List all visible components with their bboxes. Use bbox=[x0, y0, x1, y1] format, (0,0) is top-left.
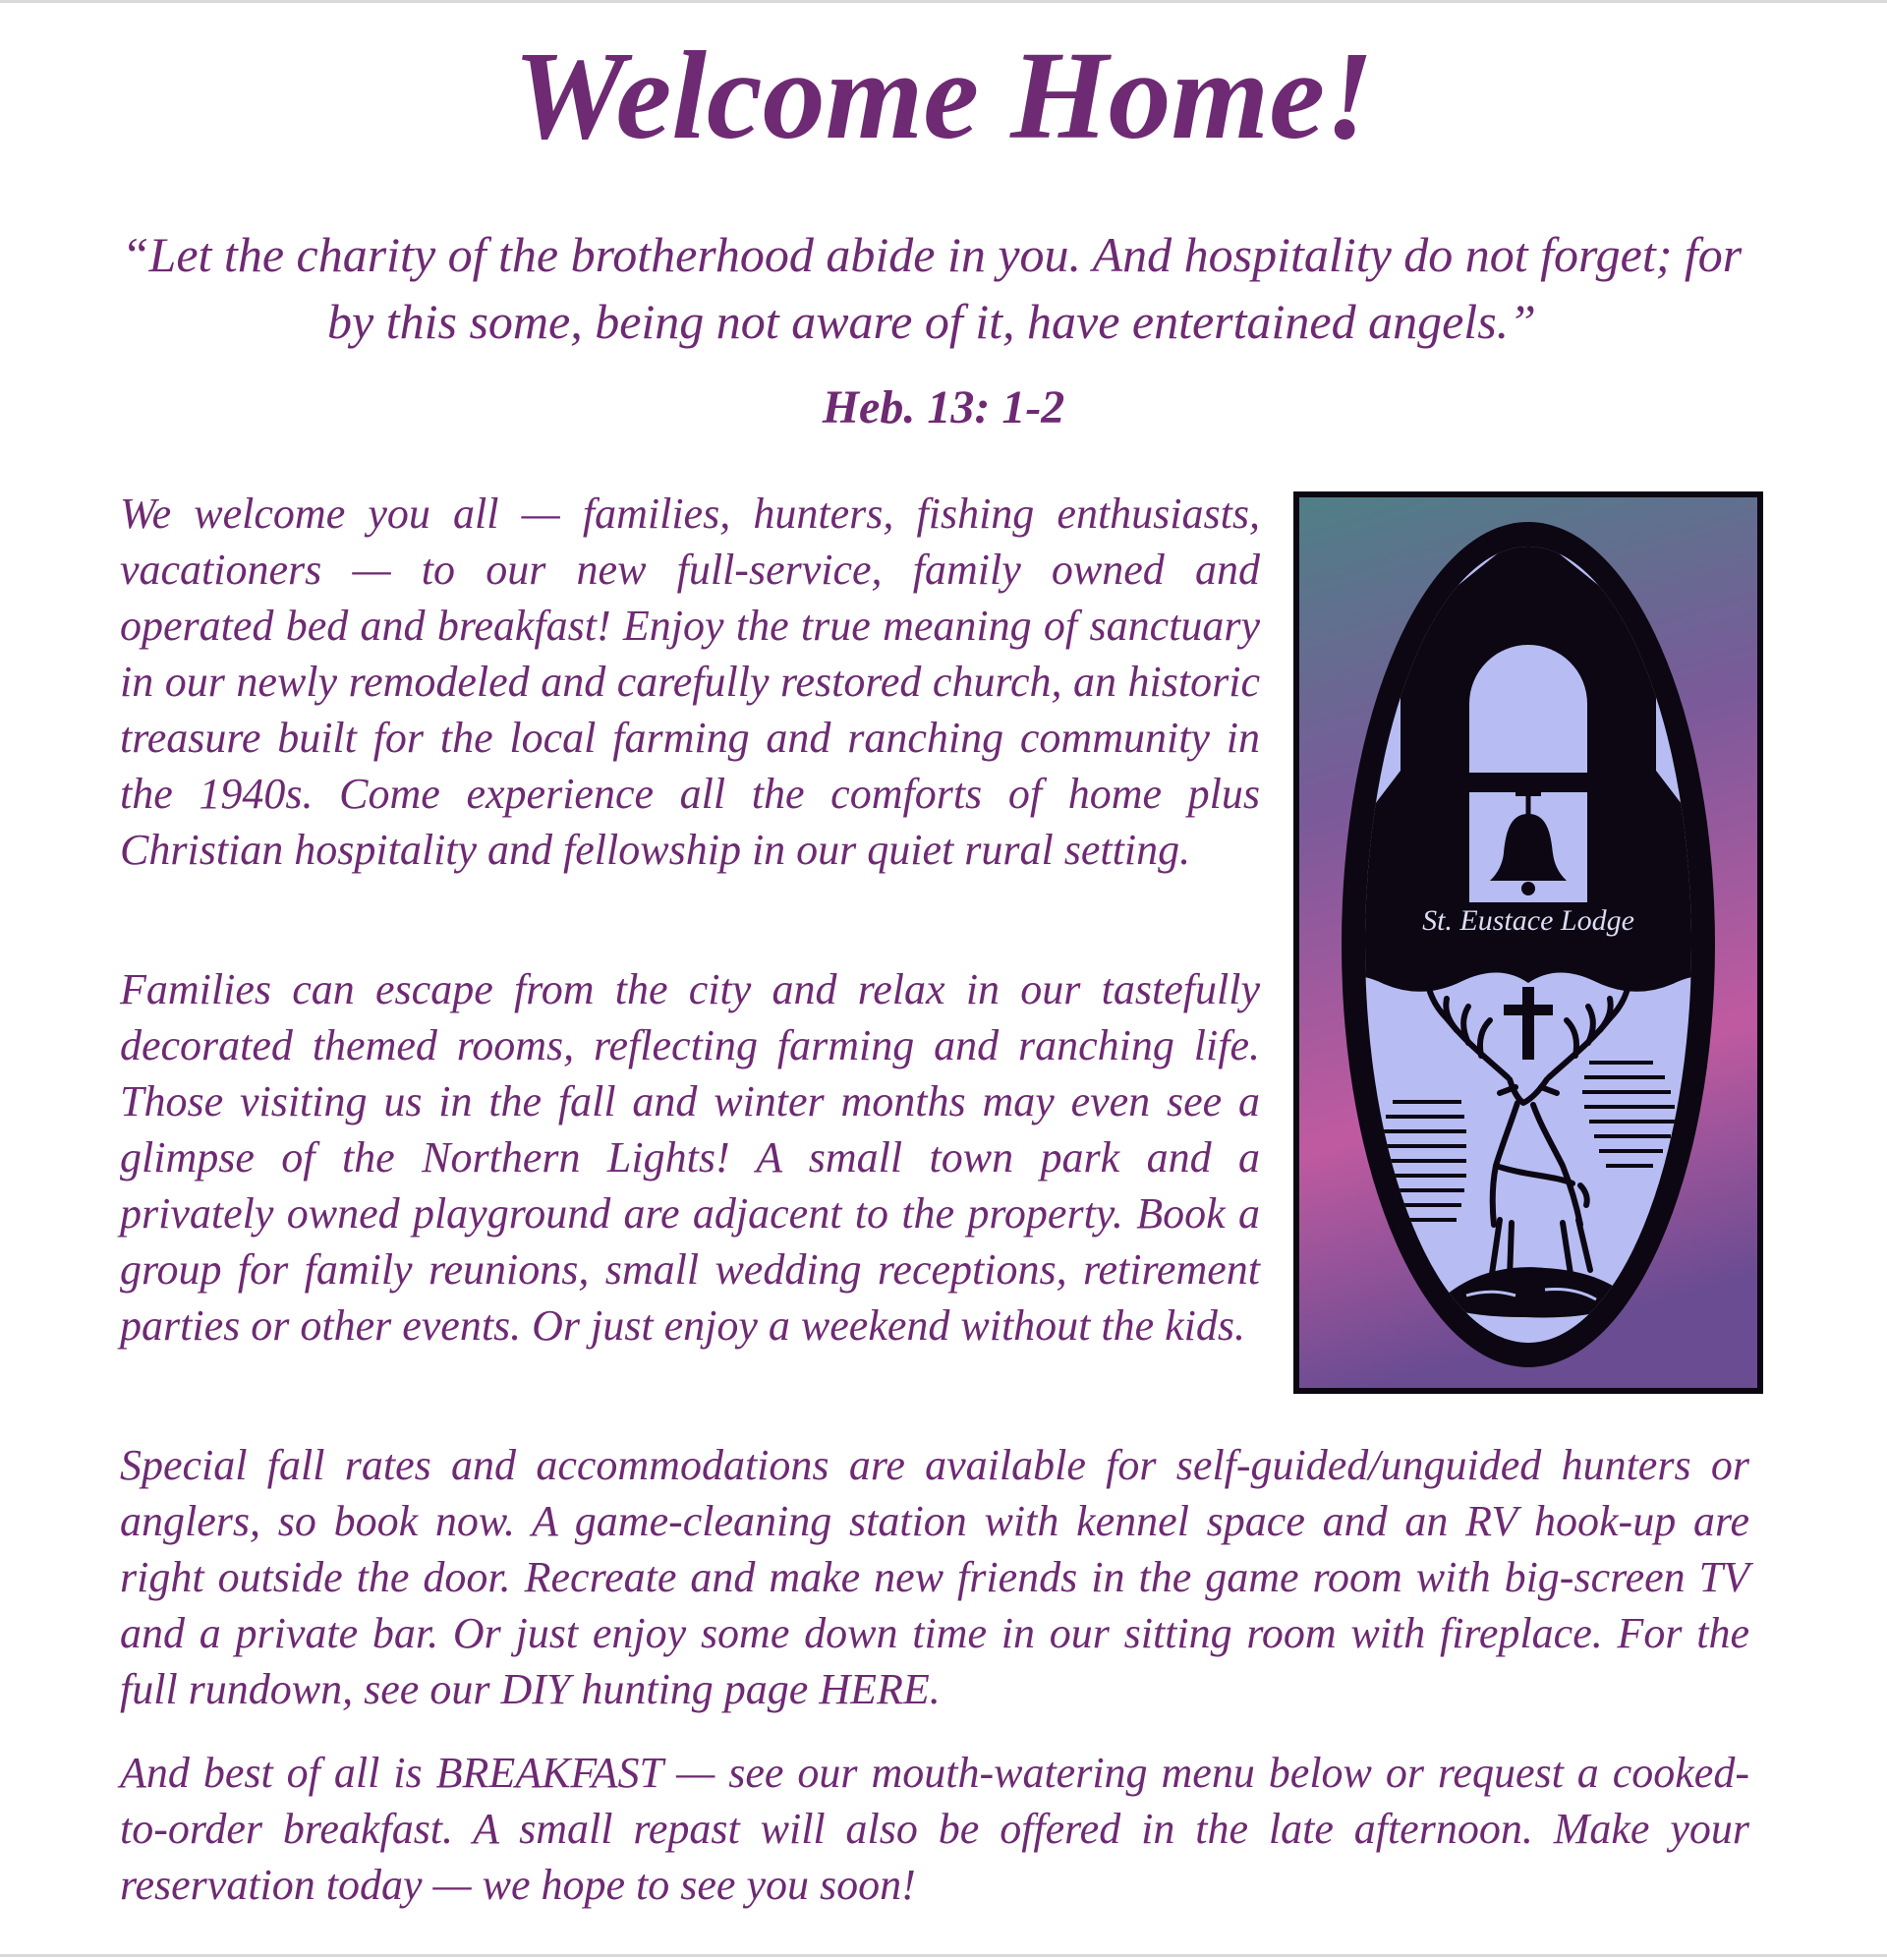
lodge-logo-label: St. Eustace Lodge bbox=[1422, 904, 1634, 937]
hunters-paragraph: Special fall rates and accommodations are available for self-guided/unguided hunters or anglers, so book now. A game-cleaning station with kennel space and an RV hook-up are right outside the door. Recreate and make new friends in the game room with big-screen TV and a private bar. Or just enjoy some down time in our sitting room with fireplace. For the full rundown, see our DIY hunting page HERE. bbox=[120, 1441, 1749, 1713]
page-title: Welcome Home! bbox=[513, 26, 1374, 165]
intro-paragraph: We welcome you all — families, hunters, fishing enthusiasts, vacationers — to our new full-service, family owned and operated bed and breakfast! Enjoy the true meaning of sanctuary in our newly remodeled and carefully restored church, an historic treasure built for the local farming and ranching community in the 1940s. Come experience all the comforts of home plus Christian hospitality and fellowship in our quiet rural setting. bbox=[120, 490, 1260, 874]
top-divider bbox=[0, 0, 1887, 3]
scripture-quote: “Let the charity of the brotherhood abide in you. And hospitality do not forget; for by this some, being not aware of it, have entertained angels.” bbox=[121, 227, 1743, 349]
scripture-reference: Heb. 13: 1-2 bbox=[822, 381, 1065, 433]
families-paragraph: Families can escape from the city and relax in our tastefully decorated themed rooms, reflecting farming and ranching life. Those visiting us in the fall and winter months may even see a glimpse of the Northern Lights! A small town park and a privately owned playground are adjacent to the property. Book a group for family reunions, small wedding receptions, retirement parties or other events. Or just enjoy a weekend without the kids. bbox=[120, 965, 1260, 1350]
breakfast-paragraph: And best of all is BREAKFAST — see our mouth-watering menu below or request a cooked-to-order breakfast. A small repast will also be offered in the late afternoon. Make your reservation today — we hope to see you soon! bbox=[120, 1749, 1749, 1909]
lodge-logo bbox=[1293, 491, 1763, 1394]
bottom-divider bbox=[0, 1954, 1887, 1957]
